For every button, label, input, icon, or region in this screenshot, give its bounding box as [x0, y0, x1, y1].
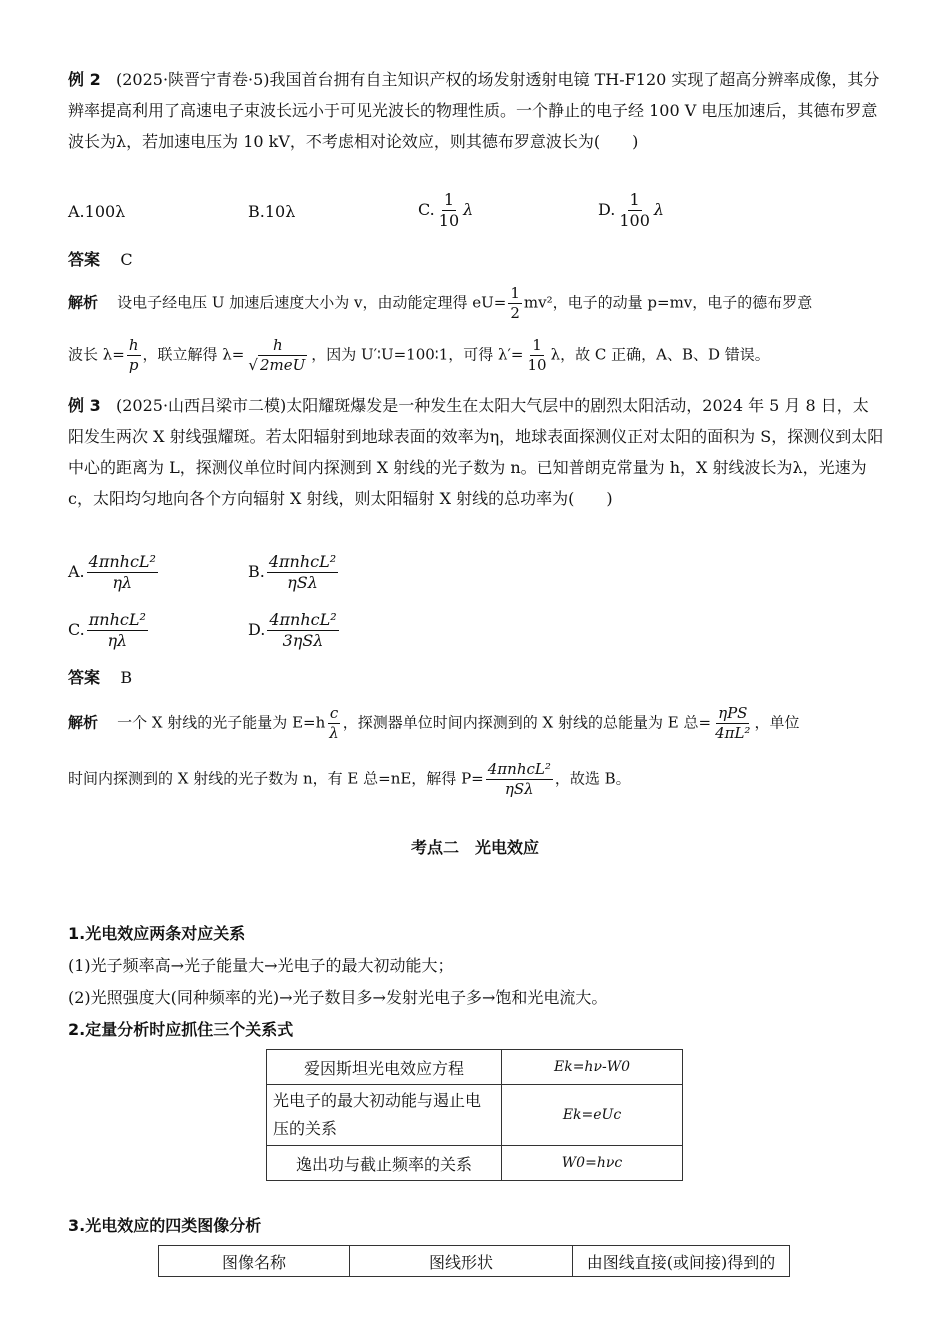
- ex3-option-b: [248, 554, 340, 591]
- example-2: [68, 64, 884, 157]
- ex2-c-num: 1: [443, 190, 455, 209]
- ex2-analysis-3: 波长 λ=: [68, 345, 125, 364]
- ex2-answer-value: C: [120, 250, 133, 269]
- ex3-d-num: 4πnhcL²: [269, 610, 337, 629]
- ex3-eps-frac: [713, 706, 752, 741]
- ex2-hsqrt-den: √ 2meU: [248, 356, 306, 374]
- ex3-b-frac: [267, 554, 338, 591]
- ex3-eps-num: ηPS: [718, 704, 748, 722]
- s1-title: 1.光电效应两条对应关系: [68, 924, 246, 943]
- ex3-a-frac: [87, 554, 158, 591]
- graphs-table: [158, 1245, 790, 1277]
- ex3-eps-den: 4πL²: [715, 724, 751, 742]
- ex2-half: [508, 286, 522, 321]
- section-title: 考点二 光电效应: [410, 838, 539, 857]
- ex2-ans-den: 10: [527, 356, 547, 374]
- ex2-option-b: B.10λ: [248, 202, 296, 221]
- ex3-a-den: ηλ: [112, 573, 133, 592]
- ex3-a-num: 4πnhcL²: [88, 552, 156, 571]
- ex3-analysis-5: ，故选 B。: [554, 769, 631, 788]
- ex2-ans-frac: [526, 338, 549, 373]
- ex3-analysis-line2: [68, 762, 884, 797]
- ex2-hsqrt: [246, 338, 309, 373]
- ex3-analysis-1: 一个 X 射线的光子能量为 E=h: [117, 713, 326, 732]
- ex3-option-a: [68, 554, 160, 591]
- ex3-p-frac: [486, 762, 553, 797]
- example-2-text: (2025·陕晋宁青卷·5)我国首台拥有自主知识产权的场发射透射电镜 TH-F120 实现了超高分辨率成像，其分辨率提高利用了高速电子束波长远小于可见光波长的物理性质。一个静止的电子经 100 V 电压加速后，其德布罗意波长为λ，若加速电压为 10 kV，不考虑相对论效应，则其德布罗意波长为( ): [68, 70, 880, 151]
- table-header-row: [159, 1246, 790, 1277]
- ex3-d-prefix: D.: [248, 620, 266, 639]
- ex2-analysis-4: ，联立解得 λ=: [142, 345, 245, 364]
- row3-formula: W0=hνc: [502, 1146, 683, 1181]
- ex2-d-num: 1: [629, 190, 640, 209]
- ex2-analysis-line2: [68, 338, 884, 373]
- relations-table: [266, 1049, 683, 1181]
- ex2-ans-num: 1: [532, 336, 542, 354]
- ex2-d-frac: [617, 192, 652, 229]
- header-graph-shape: 图线形状: [350, 1246, 573, 1277]
- ex2-c-lambda: λ: [463, 200, 474, 219]
- ex3-option-c: [68, 612, 150, 649]
- example-3-label: 例 3: [68, 396, 101, 415]
- ex3-c-prefix: C.: [68, 620, 85, 639]
- ex2-answer-label: 答案: [68, 250, 101, 269]
- ex3-c-lambda: [327, 706, 341, 741]
- row1-name: 爱因斯坦光电效应方程: [267, 1050, 502, 1085]
- ex3-p-num: 4πnhcL²: [487, 760, 551, 778]
- s2-title: 2.定量分析时应抓住三个关系式: [68, 1020, 294, 1039]
- ex2-hsqrt-num: h: [272, 336, 283, 354]
- row3-name: 逸出功与截止频率的关系: [267, 1146, 502, 1181]
- table-row: [267, 1050, 683, 1085]
- ex2-analysis-1: 设电子经电压 U 加速后速度大小为 v，由动能定理得 eU=: [117, 293, 507, 312]
- s1-line2: (2)光照强度大(同种频率的光)→光子数目多→发射光电子多→饱和光电流大。: [68, 988, 608, 1007]
- ex3-d-frac: [267, 612, 338, 649]
- s3-title: 3.光电效应的四类图像分析: [68, 1216, 262, 1235]
- example-3-text: (2025·山西吕梁市二模)太阳耀斑爆发是一种发生在太阳大气层中的剧烈太阳活动，2024 年 5 月 8 日，太阳发生两次 X 射线强耀斑。若太阳辐射到地球表面的效率为η，地球表面探测仪正对太阳的面积为 S，探测仪到太阳中心的距离为 L，探测仪单位时间内探测到 X 射线的光子数为 n。已知普朗克常量为 h，X 射线波长为λ，光速为 c，太阳均匀地向各个方向辐射 X 射线，则太阳辐射 X 射线的总功率为( ): [68, 396, 884, 508]
- ex3-cl-den: λ: [329, 724, 339, 742]
- ex2-c-frac: [437, 192, 461, 229]
- header-graph-name: 图像名称: [159, 1246, 350, 1277]
- ex3-d-den: 3ηSλ: [282, 631, 324, 650]
- table-row: [267, 1085, 683, 1146]
- ex2-analysis-5: ，因为 U′∶U=100∶1，可得 λ′=: [311, 345, 524, 364]
- ex3-analysis-label: 解析: [68, 713, 99, 732]
- ex3-b-num: 4πnhcL²: [268, 552, 337, 571]
- ex2-option-d: [598, 192, 664, 229]
- ex3-analysis-4: 时间内探测到的 X 射线的光子数为 n，有 E 总=nE，解得 P=: [68, 769, 484, 788]
- ex3-c-frac: [87, 612, 148, 649]
- ex3-answer: [68, 666, 132, 690]
- ex2-sqrt-content: 2meU: [259, 356, 306, 374]
- ex3-option-d: [248, 612, 341, 649]
- ex3-c-den: ηλ: [107, 631, 128, 650]
- header-graph-info: 由图线直接(或间接)得到的: [573, 1246, 790, 1277]
- row1-formula: Ek=hν-W0: [502, 1050, 683, 1085]
- ex3-a-prefix: A.: [68, 562, 85, 581]
- ex2-half-num: 1: [510, 284, 520, 302]
- table-row: [267, 1146, 683, 1181]
- ex2-analysis-2: mv²，电子的动量 p=mv，电子的德布罗意: [523, 293, 813, 312]
- ex3-c-num: πnhcL²: [88, 610, 146, 629]
- ex2-half-den: 2: [510, 304, 520, 322]
- ex2-d-lambda: λ: [653, 200, 665, 219]
- ex2-analysis-6: λ，故 C 正确，A、B、D 错误。: [550, 345, 770, 364]
- example-3: [68, 390, 884, 514]
- ex3-analysis-3: ，单位: [754, 713, 800, 732]
- ex3-p-den: ηSλ: [504, 780, 534, 798]
- ex2-hp-den: p: [128, 356, 139, 374]
- example-2-label: 例 2: [68, 70, 101, 89]
- ex3-answer-value: B: [120, 668, 133, 687]
- ex2-hp: [127, 338, 141, 373]
- row2-formula: Ek=eUc: [502, 1085, 683, 1146]
- ex2-option-c: [418, 192, 473, 229]
- ex2-c-prefix: C.: [418, 200, 435, 219]
- ex2-c-den: 10: [438, 211, 460, 230]
- ex3-b-prefix: B.: [248, 562, 265, 581]
- ex2-answer: [68, 248, 133, 272]
- ex3-b-den: ηSλ: [287, 573, 318, 592]
- ex2-analysis-label: 解析: [68, 293, 99, 312]
- row2-name: 光电子的最大初动能与遏止电压的关系: [267, 1085, 502, 1146]
- s1-line1: (1)光子频率高→光子能量大→光电子的最大初动能大；: [68, 956, 454, 975]
- ex3-analysis-line1: [68, 706, 884, 741]
- ex3-answer-label: 答案: [68, 668, 101, 687]
- ex2-hp-num: h: [128, 336, 139, 354]
- ex3-analysis-2: ，探测器单位时间内探测到的 X 射线的总能量为 E 总=: [342, 713, 712, 732]
- ex2-analysis-line1: [68, 286, 884, 321]
- ex3-cl-num: c: [329, 704, 339, 722]
- ex2-d-den: 100: [619, 211, 650, 230]
- ex2-option-a: A.100λ: [68, 202, 126, 221]
- ex2-d-prefix: D.: [598, 200, 616, 219]
